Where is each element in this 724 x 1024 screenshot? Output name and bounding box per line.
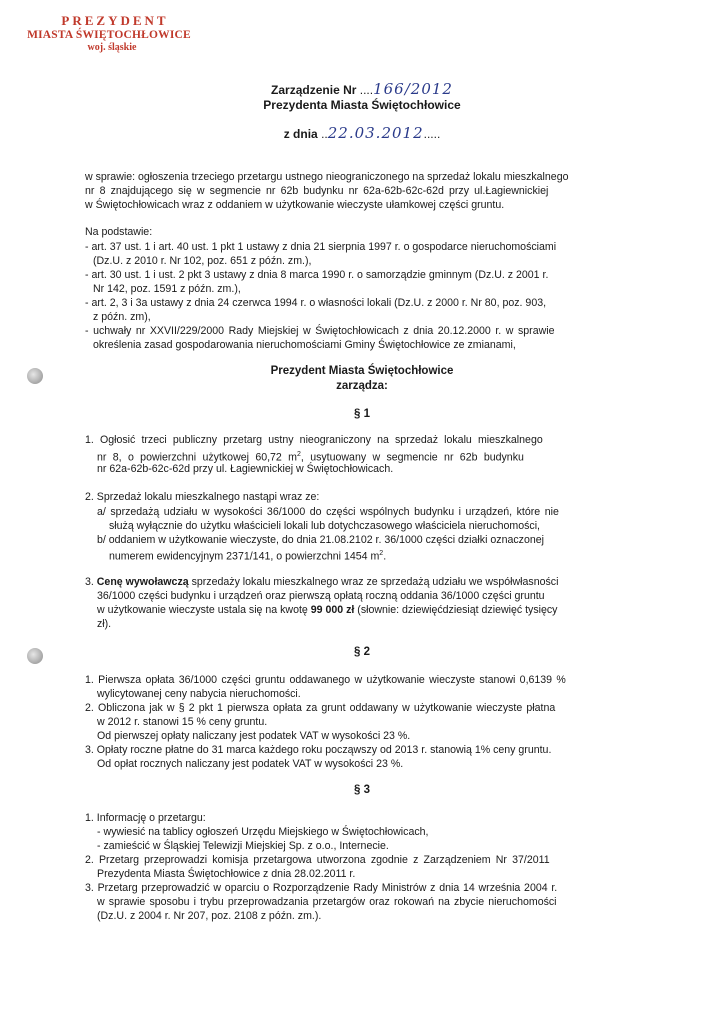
s2-line: 1. Pierwsza opłata 36/1000 części gruntu oddawanego w użytkowanie wieczyste stanowi 0,6139 % <box>85 674 566 686</box>
s1-p3-num: 3. <box>85 576 97 588</box>
s1-plot-sup: 2 <box>379 550 384 557</box>
stamp-line-2: MIASTA ŚWIĘTOCHŁOWICE <box>27 28 191 41</box>
stamp-line-3: woj. śląskie <box>87 42 137 54</box>
official-stamp <box>14 14 204 54</box>
decree-number-handwritten: 166/2012 <box>373 80 453 98</box>
basis-line: - art. 30 ust. 1 i ust. 2 pkt 3 ustawy z dnia 8 marca 1990 r. o samorządzie gminnym (Dz.U. z 2001 r. <box>85 269 549 281</box>
basis-line: - art. 2, 3 i 3a ustawy z dnia 24 czerwca 1994 r. o własności lokali (Dz.U. z 2000 r. Nr 80, poz. 903, <box>85 297 547 309</box>
decree-date <box>0 124 724 142</box>
s3-line: - wywiesić na tablicy ogłoszeń Urzędu Miejskiego w Świętochłowicach, <box>97 826 429 838</box>
decree-issuer: Prezydenta Miasta Świętochłowice <box>263 98 461 112</box>
s1-p1-line3: nr 62a-62b-62c-62d przy ul. Łagiewnickiej w Świętochłowicach. <box>97 463 394 475</box>
s1-p3-line2: 36/1000 części budynku i urządzeń oraz pierwszą opłatą roczną oddania 36/1000 części gruntu <box>97 590 545 602</box>
date-dots-right: ..... <box>423 127 441 141</box>
date-dots: .. <box>321 127 328 141</box>
s2-line: w 2012 r. stanowi 15 % ceny gruntu. <box>97 716 268 728</box>
s2-line: 3. Opłaty roczne płatne do 31 marca każdego roku począwszy od 2013 r. stanowią 1% ceny gruntu. <box>85 744 552 756</box>
basis-heading: Na podstawie: <box>85 226 153 238</box>
s1-p3-rest: sprzedaży lokalu mieszkalnego wraz ze sprzedażą udziału we współwłasności <box>188 576 559 588</box>
decree-title <box>0 80 724 98</box>
s3-line: 2. Przetarg przeprowadzi komisja przetargowa utworzona zgodnie z Zarządzeniem Nr 37/2011 <box>85 854 550 866</box>
s3-line: - zamieścić w Śląskiej Telewizji Miejskiej Sp. z o.o., Internecie. <box>97 840 389 852</box>
s1-p3-line3 <box>97 603 557 617</box>
s1-p3-line3-b: (słownie: dziewięćdziesiąt dziewięć tysięcy <box>354 604 558 616</box>
s1-p2-b1: b/ oddaniem w użytkowanie wieczyste, do dnia 21.08.2102 r. 36/1000 części działki oznaczonej <box>97 534 544 546</box>
section-2-heading: § 2 <box>354 646 370 658</box>
s1-p3-line3-a: w użytkowanie wieczyste ustala się na kwotę <box>97 604 311 616</box>
s2-line: wylicytowanej ceny nabycia nieruchomości. <box>97 688 301 700</box>
basis-line: (Dz.U. z 2010 r. Nr 102, poz. 651 z późn. zm.), <box>93 255 312 267</box>
s1-p2-line1: 2. Sprzedaż lokalu mieszkalnego nastąpi wraz ze: <box>85 491 320 503</box>
s1-p1-line1: 1. Ogłosić trzeci publiczny przetarg ustny nieograniczony na sprzedaż lokalu mieszkalnego <box>85 434 543 446</box>
decree-issuer-line: Prezydent Miasta Świętochłowice <box>270 365 454 377</box>
s2-line: Od opłat rocznych naliczany jest podatek VAT w wysokości 23 %. <box>97 758 404 770</box>
s1-p2-a2: służą wyłącznie do użytku właścicieli lokali lub dotychczasowego właściciela nieruchomości, <box>109 520 541 532</box>
basis-line: z późn. zm), <box>93 311 151 323</box>
s1-plot-text: numerem ewidencyjnym 2371/141, o powierzchni 1454 m <box>109 550 380 563</box>
s1-area-text: nr 8, o powierzchni użytkowej 60,72 m <box>97 451 297 464</box>
date-prefix: z dnia <box>283 127 318 141</box>
section-1-heading: § 1 <box>354 408 370 420</box>
s1-p2-a1: a/ sprzedażą udziału w wysokości 36/1000 do części wspólnych budynku i urządzeń, które nie <box>97 506 559 518</box>
subject-line-3: w Świętochłowicach wraz z oddaniem w użytkowanie wieczyste ułamkowej części gruntu. <box>85 199 505 211</box>
decree-title-prefix: Zarządzenie Nr <box>271 83 357 97</box>
s3-line: 1. Informację o przetargu: <box>85 812 206 824</box>
s2-line: 2. Obliczona jak w § 2 pkt 1 pierwsza opłata za grunt oddawany w użytkowanie wieczyste płatna <box>85 702 556 714</box>
s1-p3-line1 <box>85 575 558 589</box>
basis-line: Nr 142, poz. 1591 z późn. zm.), <box>93 283 241 295</box>
s3-line: w sprawie sposobu i trybu przeprowadzania przetargów oraz rokowań na zbycie nieruchomości <box>97 896 557 908</box>
decree-title-dots: .... <box>359 83 374 97</box>
date-handwritten: 22.03.2012 <box>327 124 424 142</box>
s1-price: 99 000 zł <box>310 604 355 616</box>
s1-area-rest: , usytuowany w segmencie nr 62b budynku <box>300 451 524 464</box>
stamp-line-1: PREZYDENT <box>61 13 169 28</box>
basis-line: - uchwały nr XXVII/229/2000 Rady Miejskiej w Świętochłowicach z dnia 20.12.2000 r. w sprawie <box>85 325 555 337</box>
s1-area-sup: 2 <box>297 451 301 458</box>
subject-line-1: w sprawie: ogłoszenia trzeciego przetargu ustnego nieograniczonego na sprzedaż lokalu mieszkalnego <box>85 171 569 183</box>
s3-line: (Dz.U. z 2004 r. Nr 207, poz. 2108 z późn. zm.). <box>97 910 322 922</box>
s3-line: Prezydenta Miasta Świętochłowice z dnia 28.02.2011 r. <box>97 868 356 880</box>
s1-p2-b2 <box>109 547 386 564</box>
basis-line: określenia zasad gospodarowania nieruchomościami Gminy Świętochłowice ze zmianami, <box>93 339 516 351</box>
decree-verb: zarządza: <box>336 380 388 392</box>
section-3-heading: § 3 <box>354 784 370 796</box>
s1-plot-rest: . <box>383 550 387 563</box>
s3-line: 3. Przetarg przeprowadzić w oparciu o Rozporządzenie Rady Ministrów z dnia 14 września 2004 r. <box>85 882 558 894</box>
s2-line: Od pierwszej opłaty naliczany jest podatek VAT w wysokości 23 %. <box>97 730 411 742</box>
s1-p3-line4: zł). <box>97 618 112 630</box>
subject-line-2: nr 8 znajdującego się w segmencie nr 62b budynku nr 62a-62b-62c-62d przy ul.Łagiewnickiej <box>85 185 549 197</box>
basis-line: - art. 37 ust. 1 i art. 40 ust. 1 pkt 1 ustawy z dnia 21 sierpnia 1997 r. o gospodarce nieruchomościami <box>85 241 557 253</box>
s1-p3-bold: Cenę wywoławczą <box>96 576 189 588</box>
